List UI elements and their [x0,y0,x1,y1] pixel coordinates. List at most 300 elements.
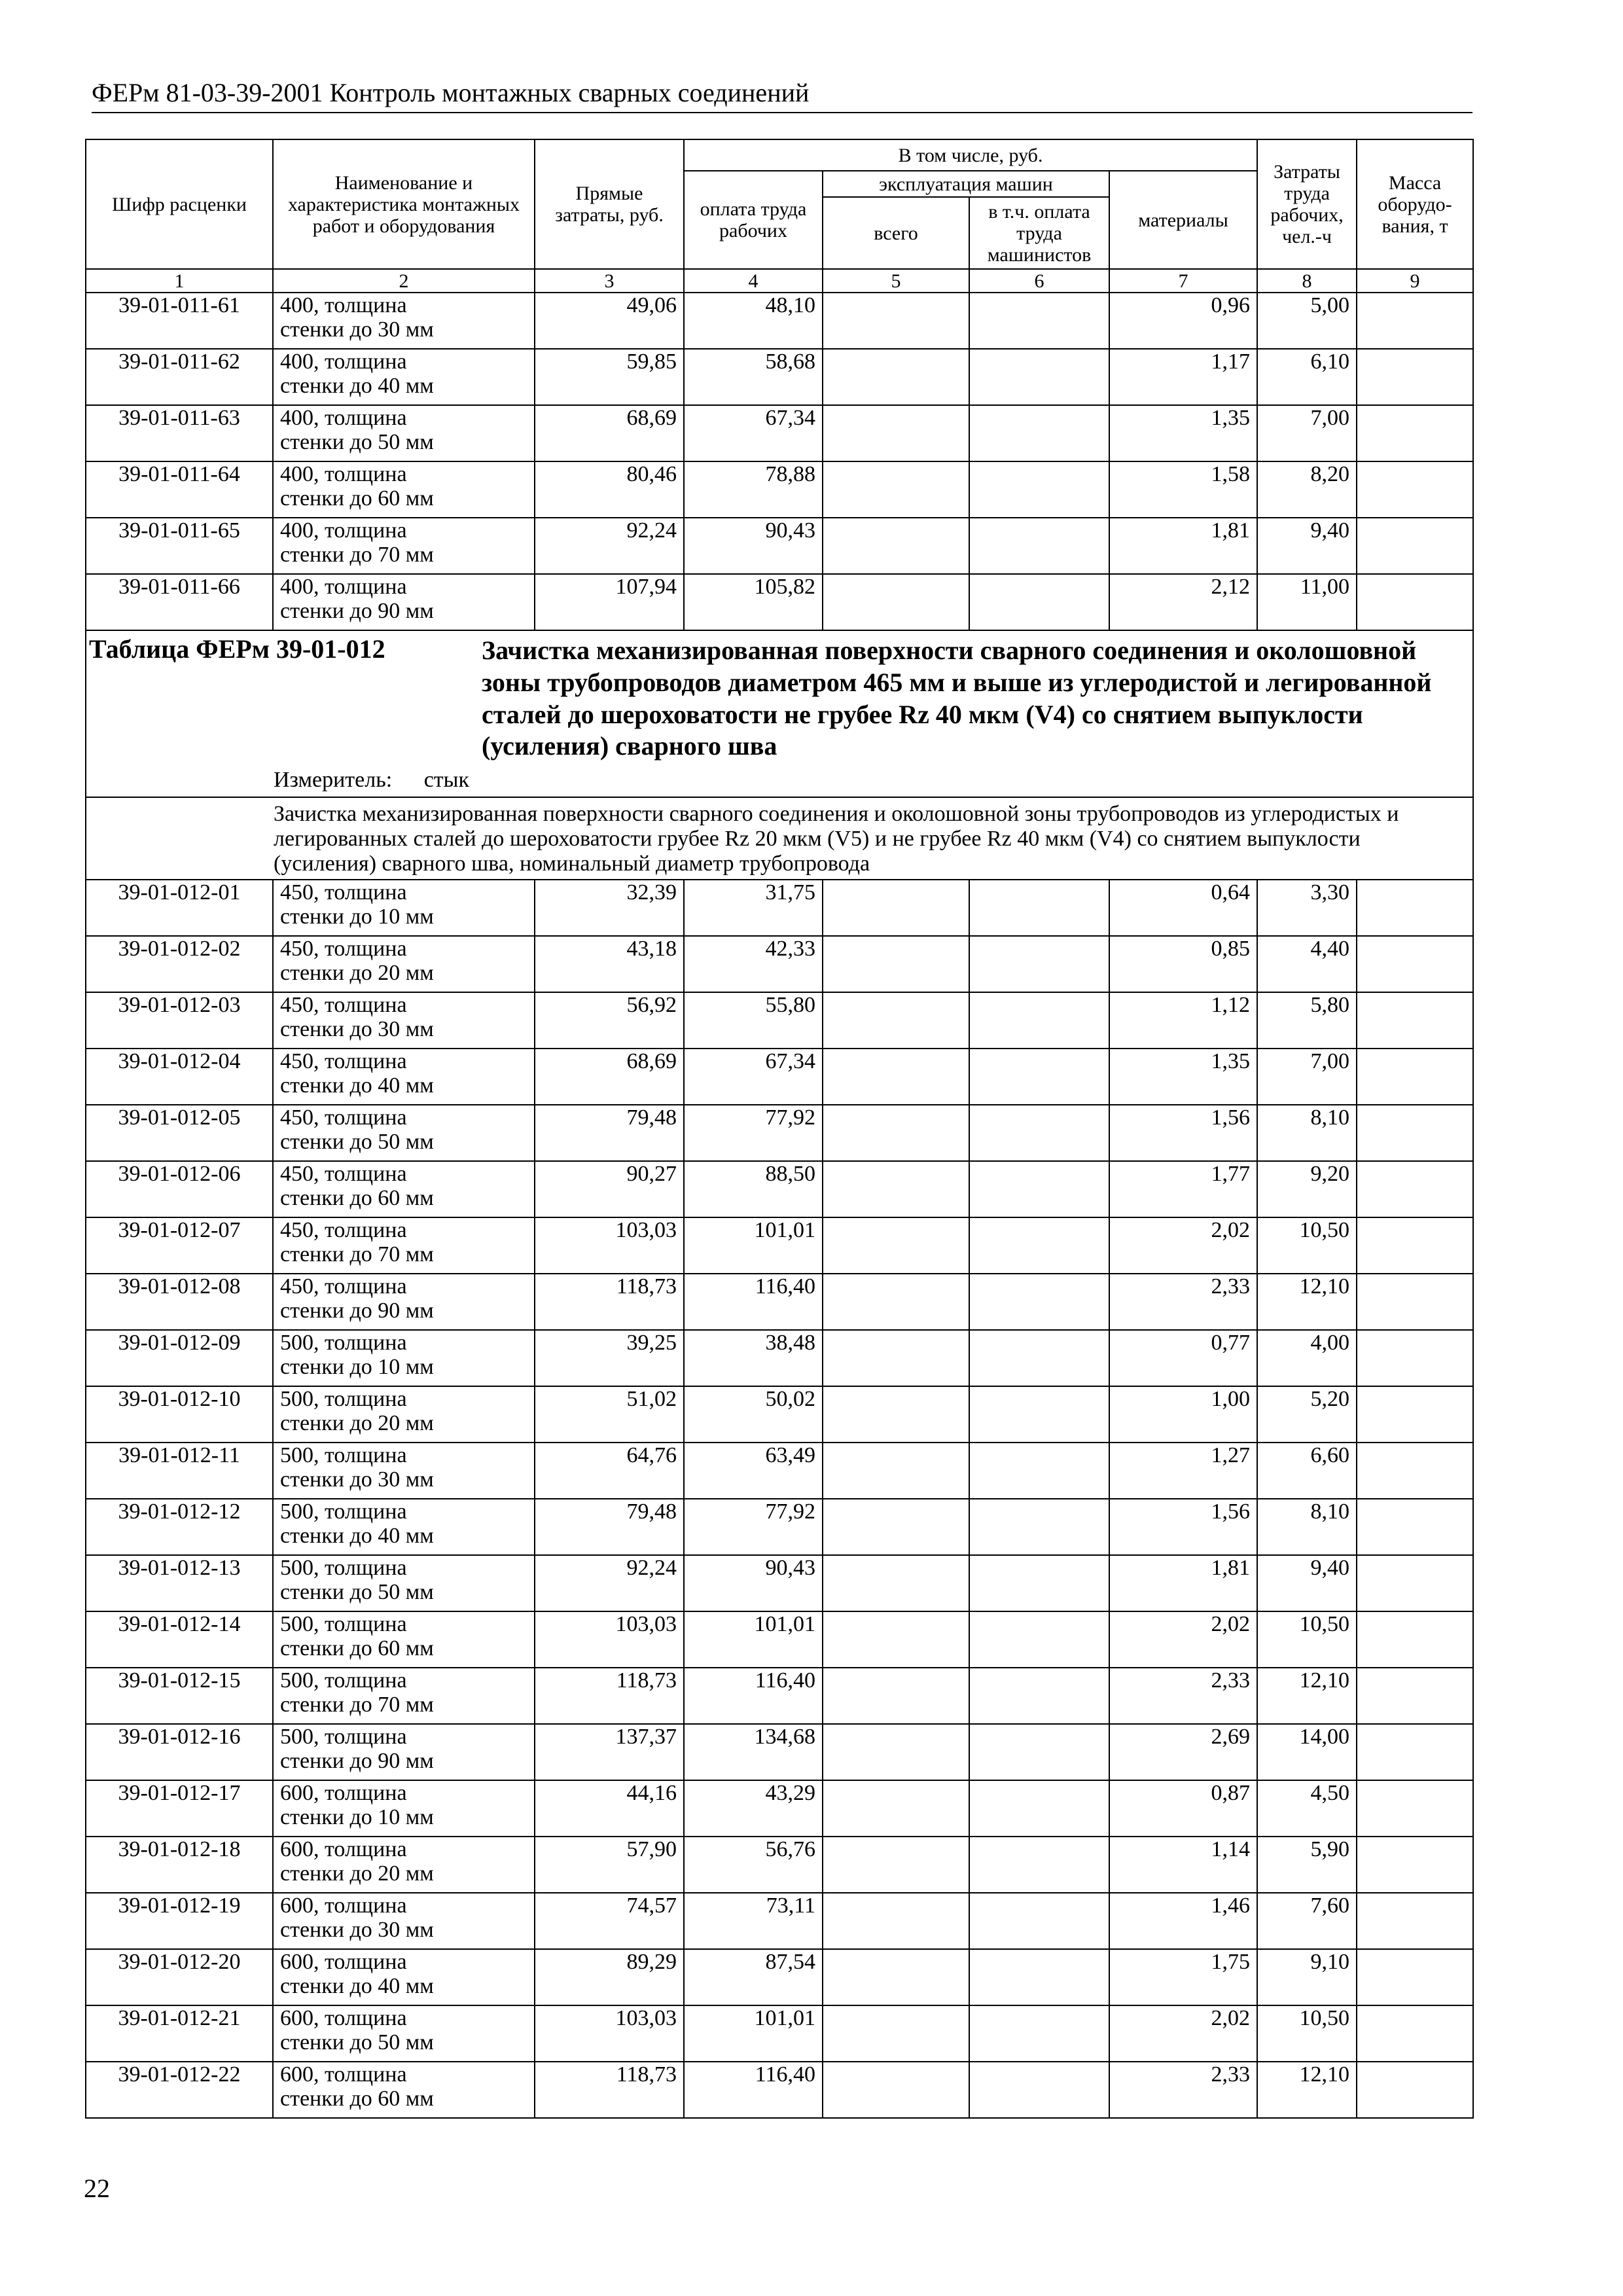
materials-cost: 0,85 [1109,936,1257,992]
machines-operator-pay [969,1893,1109,1949]
work-name [273,1555,535,1611]
work-name-line: стенки до 10 мм [280,1805,434,1830]
labor-pay: 56,76 [684,1837,823,1893]
work-name-line: стенки до 40 мм [280,1524,434,1549]
equipment-mass [1357,518,1473,574]
labor-hours: 5,90 [1257,1837,1357,1893]
equipment-mass [1357,936,1473,992]
equipment-mass [1357,1386,1473,1443]
labor-hours: 12,10 [1257,1668,1357,1724]
labor-pay: 90,43 [684,518,823,574]
rate-code: 39-01-012-11 [86,1443,273,1499]
col-labor-pay-header: оплата труда рабочих [684,171,823,269]
work-name-line: стенки до 30 мм [280,317,434,342]
rate-code: 39-01-012-18 [86,1837,273,1893]
materials-cost: 2,33 [1109,1668,1257,1724]
measure-line [86,762,1472,796]
col-number: 6 [969,269,1109,293]
work-name [273,1443,535,1499]
labor-hours: 5,00 [1257,293,1357,349]
equipment-mass [1357,1161,1473,1217]
col-number: 7 [1109,269,1257,293]
col-number: 9 [1357,269,1473,293]
direct-cost: 92,24 [535,1555,684,1611]
materials-cost: 2,02 [1109,1217,1257,1274]
direct-cost: 44,16 [535,1780,684,1837]
machines-total [823,349,969,405]
labor-pay: 58,68 [684,349,823,405]
labor-hours: 9,40 [1257,1555,1357,1611]
work-name [273,1499,535,1555]
equipment-mass [1357,405,1473,461]
machines-operator-pay [969,2005,1109,2062]
rate-code: 39-01-012-07 [86,1217,273,1274]
work-name-line: стенки до 90 мм [280,1749,434,1774]
rates-table [85,139,1474,2119]
work-name [273,1949,535,2005]
col-materials-header: материалы [1109,171,1257,269]
work-name [273,1330,535,1386]
work-name-line: 450, толщина [280,1105,407,1130]
work-name-line: стенки до 20 мм [280,1861,434,1886]
equipment-mass [1357,1049,1473,1105]
machines-operator-pay [969,1443,1109,1499]
machines-operator-pay [969,1217,1109,1274]
labor-hours: 5,80 [1257,992,1357,1049]
labor-pay: 67,34 [684,405,823,461]
materials-cost: 0,64 [1109,880,1257,936]
table-row [86,936,1473,992]
machines-total [823,461,969,518]
machines-operator-pay [969,1330,1109,1386]
labor-hours: 4,00 [1257,1330,1357,1386]
col-name-header: Наименование и характеристика монтажных работ и оборудования [273,139,535,269]
direct-cost: 56,92 [535,992,684,1049]
col-number: 8 [1257,269,1357,293]
labor-pay: 116,40 [684,2062,823,2118]
labor-pay: 134,68 [684,1724,823,1780]
work-name-line: стенки до 20 мм [280,961,434,986]
work-name-line: 500, толщина [280,1443,407,1467]
labor-pay: 55,80 [684,992,823,1049]
materials-cost: 0,77 [1109,1330,1257,1386]
work-name [273,1724,535,1780]
machines-total [823,518,969,574]
materials-cost: 1,35 [1109,1049,1257,1105]
page-number: 22 [84,2174,110,2203]
labor-hours: 8,10 [1257,1105,1357,1161]
rate-code: 39-01-012-15 [86,1668,273,1724]
work-name-line: 450, толщина [280,1161,407,1186]
direct-cost: 80,46 [535,461,684,518]
labor-hours: 6,10 [1257,349,1357,405]
materials-cost: 0,87 [1109,1780,1257,1837]
direct-cost: 68,69 [535,1049,684,1105]
labor-hours: 3,30 [1257,880,1357,936]
equipment-mass [1357,992,1473,1049]
rate-code: 39-01-012-17 [86,1780,273,1837]
machines-total [823,574,969,630]
labor-hours: 7,60 [1257,1893,1357,1949]
rate-code: 39-01-012-19 [86,1893,273,1949]
materials-cost: 1,56 [1109,1499,1257,1555]
table-row [86,880,1473,936]
machines-total [823,2005,969,2062]
work-name [273,936,535,992]
direct-cost: 103,03 [535,1217,684,1274]
rate-code: 39-01-012-08 [86,1274,273,1330]
labor-hours: 11,00 [1257,574,1357,630]
work-name [273,880,535,936]
labor-hours: 4,50 [1257,1780,1357,1837]
col-mass-header: Масса оборудо-вания, т [1357,139,1473,269]
work-name-line: 500, толщина [280,1386,407,1411]
labor-pay: 50,02 [684,1386,823,1443]
machines-total [823,1780,969,1837]
work-name [273,2005,535,2062]
materials-cost: 1,81 [1109,1555,1257,1611]
work-name [273,1105,535,1161]
direct-cost: 79,48 [535,1105,684,1161]
machines-total [823,1893,969,1949]
equipment-mass [1357,1443,1473,1499]
rate-code: 39-01-012-13 [86,1555,273,1611]
rate-code: 39-01-011-66 [86,574,273,630]
materials-cost: 1,35 [1109,405,1257,461]
work-name-line: стенки до 60 мм [280,2087,434,2111]
rate-code: 39-01-012-05 [86,1105,273,1161]
col-direct-header: Прямые затраты, руб. [535,139,684,269]
equipment-mass [1357,461,1473,518]
col-machines-operator-header: в т.ч. оплата труда машинистов [969,197,1109,269]
direct-cost: 57,90 [535,1837,684,1893]
col-number: 5 [823,269,969,293]
rate-code: 39-01-011-65 [86,518,273,574]
materials-cost: 1,58 [1109,461,1257,518]
work-name-line: стенки до 60 мм [280,1636,434,1661]
machines-operator-pay [969,1105,1109,1161]
table-row [86,1386,1473,1443]
work-name-line: стенки до 60 мм [280,1186,434,1211]
labor-hours: 12,10 [1257,1274,1357,1330]
direct-cost: 118,73 [535,2062,684,2118]
labor-pay: 101,01 [684,1217,823,1274]
work-name [273,992,535,1049]
table-row [86,2005,1473,2062]
work-name [273,405,535,461]
work-name [273,574,535,630]
rate-code: 39-01-012-04 [86,1049,273,1105]
work-name [273,518,535,574]
direct-cost: 79,48 [535,1499,684,1555]
labor-hours: 5,20 [1257,1386,1357,1443]
machines-operator-pay [969,1386,1109,1443]
col-labor-cost-header: Затраты труда рабочих, чел.-ч [1257,139,1357,269]
equipment-mass [1357,1330,1473,1386]
work-name-line: стенки до 50 мм [280,1130,434,1155]
materials-cost: 1,27 [1109,1443,1257,1499]
rate-code: 39-01-012-10 [86,1386,273,1443]
table-header [86,139,1473,293]
work-name-line: 500, толщина [280,1668,407,1693]
machines-operator-pay [969,1611,1109,1668]
machines-operator-pay [969,1555,1109,1611]
work-name-line: 400, толщина [280,462,407,486]
work-name-line: 600, толщина [280,1893,407,1918]
table-row [86,1724,1473,1780]
machines-operator-pay [969,992,1109,1049]
labor-pay: 87,54 [684,1949,823,2005]
rate-code: 39-01-012-09 [86,1330,273,1386]
machines-total [823,1274,969,1330]
labor-hours: 8,10 [1257,1499,1357,1555]
machines-total [823,405,969,461]
rate-code: 39-01-012-14 [86,1611,273,1668]
table-row [86,461,1473,518]
materials-cost: 2,33 [1109,1274,1257,1330]
work-name-line: 400, толщина [280,293,407,317]
work-name-line: 500, толщина [280,1724,407,1749]
machines-total [823,880,969,936]
table-row [86,1611,1473,1668]
table-row [86,1499,1473,1555]
measure-label: Измеритель: [274,768,393,793]
table-row [86,1668,1473,1724]
work-name-line: 500, толщина [280,1611,407,1636]
materials-cost: 1,77 [1109,1161,1257,1217]
direct-cost: 103,03 [535,1611,684,1668]
work-name [273,349,535,405]
rate-code: 39-01-012-16 [86,1724,273,1780]
machines-operator-pay [969,574,1109,630]
work-name-line: стенки до 90 мм [280,599,434,624]
direct-cost: 118,73 [535,1668,684,1724]
work-name [273,1893,535,1949]
labor-pay: 77,92 [684,1499,823,1555]
labor-pay: 43,29 [684,1780,823,1837]
work-name-line: стенки до 60 мм [280,486,434,511]
work-name-line: 450, толщина [280,1049,407,1073]
work-name-line: 600, толщина [280,1949,407,1974]
table-row [86,293,1473,349]
labor-pay: 101,01 [684,2005,823,2062]
direct-cost: 39,25 [535,1330,684,1386]
materials-cost: 1,46 [1109,1893,1257,1949]
equipment-mass [1357,1274,1473,1330]
table-row [86,1893,1473,1949]
equipment-mass [1357,1893,1473,1949]
work-name [273,1274,535,1330]
machines-total [823,1330,969,1386]
direct-cost: 89,29 [535,1949,684,2005]
materials-cost: 2,02 [1109,2005,1257,2062]
work-name-line: стенки до 70 мм [280,1242,434,1267]
work-name-line: 500, толщина [280,1499,407,1524]
rate-code: 39-01-012-02 [86,936,273,992]
labor-hours: 9,20 [1257,1161,1357,1217]
table-row [86,1330,1473,1386]
machines-operator-pay [969,349,1109,405]
equipment-mass [1357,1611,1473,1668]
materials-cost: 1,17 [1109,349,1257,405]
machines-operator-pay [969,936,1109,992]
col-number: 1 [86,269,273,293]
labor-pay: 78,88 [684,461,823,518]
labor-pay: 116,40 [684,1274,823,1330]
rate-code: 39-01-012-06 [86,1161,273,1217]
labor-hours: 7,00 [1257,405,1357,461]
machines-operator-pay [969,1724,1109,1780]
rate-code: 39-01-012-20 [86,1949,273,2005]
labor-hours: 7,00 [1257,1049,1357,1105]
work-name-line: 400, толщина [280,406,407,430]
table-row [86,349,1473,405]
direct-cost: 103,03 [535,2005,684,2062]
labor-hours: 4,40 [1257,936,1357,992]
rate-code: 39-01-011-61 [86,293,273,349]
machines-total [823,1949,969,2005]
work-name [273,1780,535,1837]
table-row [86,1274,1473,1330]
col-number: 3 [535,269,684,293]
work-name [273,1161,535,1217]
work-name-line: 450, толщина [280,992,407,1017]
work-name-line: 500, толщина [280,1555,407,1580]
machines-operator-pay [969,461,1109,518]
equipment-mass [1357,1105,1473,1161]
work-name [273,1386,535,1443]
labor-hours: 14,00 [1257,1724,1357,1780]
rate-code: 39-01-011-63 [86,405,273,461]
table-row [86,1949,1473,2005]
machines-total [823,1611,969,1668]
labor-hours: 6,60 [1257,1443,1357,1499]
table-row [86,574,1473,630]
machines-total [823,1668,969,1724]
work-name [273,1217,535,1274]
work-name-line: стенки до 30 мм [280,1918,434,1943]
materials-cost: 2,33 [1109,2062,1257,2118]
machines-total [823,293,969,349]
work-name-line: 450, толщина [280,1274,407,1299]
table-row [86,1105,1473,1161]
rate-code: 39-01-012-21 [86,2005,273,2062]
work-name-line: 600, толщина [280,2005,407,2030]
col-machines-total-header: всего [823,197,969,269]
work-name-line: стенки до 40 мм [280,374,434,399]
equipment-mass [1357,1555,1473,1611]
equipment-mass [1357,1668,1473,1724]
work-name-line: стенки до 50 мм [280,1580,434,1605]
labor-pay: 67,34 [684,1049,823,1105]
labor-hours: 10,50 [1257,1217,1357,1274]
rows-table-012 [86,880,1473,2118]
col-code-header: Шифр расценки [86,139,273,269]
labor-pay: 116,40 [684,1668,823,1724]
materials-cost: 1,56 [1109,1105,1257,1161]
table-row [86,1780,1473,1837]
machines-operator-pay [969,2062,1109,2118]
work-name-line: стенки до 30 мм [280,1467,434,1492]
table-row [86,1837,1473,1893]
equipment-mass [1357,880,1473,936]
col-including-header: В том числе, руб. [684,139,1257,171]
rate-code: 39-01-011-64 [86,461,273,518]
labor-hours: 8,20 [1257,461,1357,518]
machines-operator-pay [969,405,1109,461]
section-description: Зачистка механизированная поверхности сварного соединения и околошовной зоны трубопроводов из углеродистых и легированных сталей до шероховатости грубее Rz 20 мкм (V5) и не грубее Rz 40 мкм (V4) со снятием выпуклости (усиления) сварного шва, номинальный диаметр трубопровода [274,801,1399,876]
table-row [86,1217,1473,1274]
work-name-line: 400, толщина [280,350,407,374]
machines-total [823,1724,969,1780]
materials-cost: 1,14 [1109,1837,1257,1893]
rate-code: 39-01-012-03 [86,992,273,1049]
direct-cost: 59,85 [535,349,684,405]
equipment-mass [1357,1949,1473,2005]
work-name-line: стенки до 10 мм [280,905,434,929]
direct-cost: 68,69 [535,405,684,461]
work-name [273,293,535,349]
labor-pay: 105,82 [684,574,823,630]
machines-operator-pay [969,1161,1109,1217]
rate-code: 39-01-012-12 [86,1499,273,1555]
materials-cost: 0,96 [1109,293,1257,349]
table-row [86,405,1473,461]
machines-operator-pay [969,1780,1109,1837]
work-name [273,461,535,518]
equipment-mass [1357,1499,1473,1555]
work-name-line: стенки до 40 мм [280,1073,434,1098]
work-name-line: стенки до 10 мм [280,1355,434,1380]
work-name-line: 400, толщина [280,575,407,599]
work-name-line: 450, толщина [280,936,407,961]
machines-operator-pay [969,293,1109,349]
labor-pay: 31,75 [684,880,823,936]
work-name-line: стенки до 20 мм [280,1411,434,1436]
work-name [273,1837,535,1893]
work-name-line: 600, толщина [280,1780,407,1805]
labor-pay: 48,10 [684,293,823,349]
work-name-line: 500, толщина [280,1330,407,1355]
rate-code: 39-01-012-01 [86,880,273,936]
direct-cost: 137,37 [535,1724,684,1780]
machines-total [823,1105,969,1161]
direct-cost: 90,27 [535,1161,684,1217]
labor-pay: 77,92 [684,1105,823,1161]
machines-operator-pay [969,1668,1109,1724]
machines-operator-pay [969,1837,1109,1893]
labor-pay: 101,01 [684,1611,823,1668]
machines-operator-pay [969,1274,1109,1330]
column-numbers-row [86,269,1473,293]
table-id: Таблица ФЕРм 39-01-012 [89,634,385,664]
work-name [273,1611,535,1668]
labor-hours: 9,10 [1257,1949,1357,2005]
table-row [86,1161,1473,1217]
work-name-line: стенки до 40 мм [280,1974,434,1999]
table-row [86,992,1473,1049]
labor-pay: 38,48 [684,1330,823,1386]
labor-hours: 10,50 [1257,1611,1357,1668]
work-name-line: стенки до 70 мм [280,543,434,567]
direct-cost: 92,24 [535,518,684,574]
direct-cost: 118,73 [535,1274,684,1330]
machines-total [823,1217,969,1274]
work-name [273,2062,535,2118]
page-header: ФЕРм 81-03-39-2001 Контроль монтажных сварных соединений [92,77,1472,113]
labor-pay: 90,43 [684,1555,823,1611]
materials-cost: 2,12 [1109,574,1257,630]
